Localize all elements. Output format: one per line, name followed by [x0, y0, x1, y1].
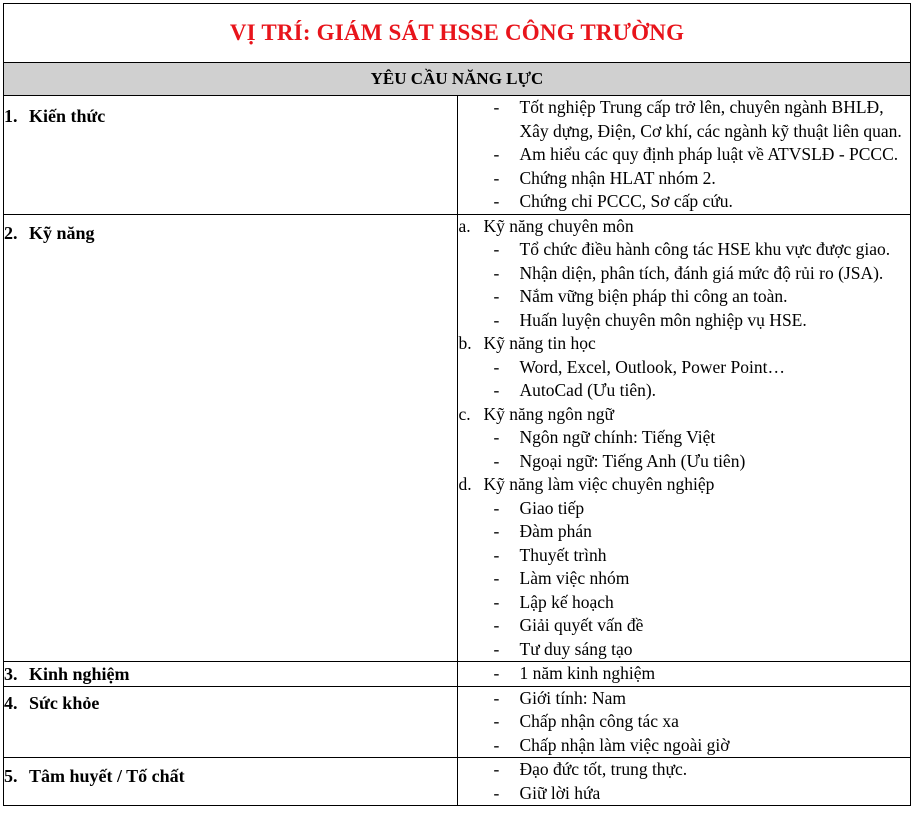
list-item: - Ngoại ngữ: Tiếng Anh (Ưu tiên)	[458, 450, 911, 474]
bullet: -	[493, 356, 500, 377]
row-label: 1. Kiến thức	[4, 106, 106, 126]
bullet: -	[493, 782, 500, 803]
bullet: -	[493, 286, 500, 306]
bullet: -	[493, 380, 500, 400]
section-heading: YÊU CẦU NĂNG LỰC	[370, 69, 544, 88]
row-number: 4.	[4, 692, 18, 713]
row-number: 3.	[4, 663, 18, 684]
list-item: - Làm việc nhóm	[458, 567, 911, 591]
list-item: - Chấp nhận công tác xa	[458, 710, 911, 734]
list-item: - Tư duy sáng tạo	[458, 638, 911, 662]
row-content-cell	[457, 686, 911, 758]
bullet: -	[493, 521, 500, 541]
row-label: 4. Sức khỏe	[4, 692, 100, 713]
list-item: - AutoCad (Ưu tiên).	[458, 379, 911, 403]
list-item: - Giao tiếp	[458, 497, 911, 521]
bullet: -	[493, 638, 500, 659]
row-label: 3. Kinh nghiệm	[4, 663, 130, 684]
list-item: - Đạo đức tốt, trung thực.	[458, 758, 911, 782]
group-heading: d. Kỹ năng làm việc chuyên nghiệp	[458, 473, 911, 497]
row-label-cell	[4, 96, 458, 215]
bullet: -	[493, 663, 500, 683]
row-skills	[4, 214, 911, 662]
list-item: - Giữ lời hứa	[458, 782, 911, 806]
bullet: -	[493, 450, 500, 471]
list-item: - Thuyết trình	[458, 544, 911, 568]
list-item: - Tốt nghiệp Trung cấp trở lên, chuyên ngành BHLĐ, Xây dựng, Điện, Cơ khí, các ngành kỹ thuật liên quan.	[458, 96, 911, 143]
bullet: -	[493, 711, 500, 731]
row-number: 2.	[4, 222, 18, 243]
row-label-cell	[4, 758, 458, 806]
row-content-cell	[457, 214, 911, 662]
list-item: - Giới tính: Nam	[458, 687, 911, 711]
list-item: - Đàm phán	[458, 520, 911, 544]
bullet: -	[493, 591, 500, 612]
group-marker: d.	[458, 474, 472, 494]
list-item: - Am hiểu các quy định pháp luật về ATVSLĐ - PCCC.	[458, 143, 911, 167]
group-heading: b. Kỹ năng tin học	[458, 332, 911, 356]
list-item: - Ngôn ngữ chính: Tiếng Việt	[458, 426, 911, 450]
list-item: - Chấp nhận làm việc ngoài giờ	[458, 734, 911, 758]
list-item: - Chứng nhận HLAT nhóm 2.	[458, 167, 911, 191]
list-item: - 1 năm kinh nghiệm	[458, 662, 911, 686]
row-content-cell	[457, 96, 911, 215]
row-experience	[4, 662, 911, 687]
bullet: -	[493, 687, 500, 708]
group-marker: c.	[458, 403, 471, 424]
row-label-cell	[4, 662, 458, 687]
competency-table	[3, 3, 911, 806]
group-marker: b.	[458, 333, 472, 353]
title-cell	[4, 4, 911, 63]
list-item: - Nắm vững biện pháp thi công an toàn.	[458, 285, 911, 309]
list-item: - Giải quyết vấn đề	[458, 614, 911, 638]
list-item: - Tổ chức điều hành công tác HSE khu vực được giao.	[458, 238, 911, 262]
bullet: -	[493, 144, 500, 164]
row-content-cell	[457, 758, 911, 806]
list-item: - Huấn luyện chuyên môn nghiệp vụ HSE.	[458, 309, 911, 333]
row-health	[4, 686, 911, 758]
bullet: -	[493, 759, 500, 779]
list-item: - Nhận diện, phân tích, đánh giá mức độ rủi ro (JSA).	[458, 262, 911, 286]
row-attitude	[4, 758, 911, 806]
row-label-cell	[4, 686, 458, 758]
bullet: -	[493, 615, 500, 635]
bullet: -	[493, 544, 500, 565]
bullet: -	[493, 427, 500, 447]
bullet: -	[493, 568, 500, 588]
bullet: -	[493, 262, 500, 283]
bullet: -	[493, 734, 500, 755]
list-item: - Chứng chỉ PCCC, Sơ cấp cứu.	[458, 190, 911, 214]
row-label: 2. Kỹ năng	[4, 222, 95, 243]
section-heading-cell	[4, 63, 911, 96]
bullet: -	[493, 191, 500, 211]
bullet: -	[493, 167, 500, 188]
group-marker: a.	[458, 215, 471, 236]
row-label: 5. Tâm huyết / Tố chất	[4, 766, 185, 786]
row-knowledge	[4, 96, 911, 215]
bullet: -	[493, 239, 500, 259]
row-content-cell	[457, 662, 911, 687]
bullet: -	[493, 309, 500, 330]
list-item: - Word, Excel, Outlook, Power Point…	[458, 356, 911, 380]
page-title: VỊ TRÍ: GIÁM SÁT HSSE CÔNG TRƯỜNG	[229, 20, 685, 45]
group-heading: a. Kỹ năng chuyên môn	[458, 215, 911, 239]
list-item: - Lập kế hoạch	[458, 591, 911, 615]
row-label-cell	[4, 214, 458, 662]
bullet: -	[493, 97, 500, 117]
row-number: 1.	[4, 106, 18, 126]
row-number: 5.	[4, 766, 18, 786]
group-heading: c. Kỹ năng ngôn ngữ	[458, 403, 911, 427]
bullet: -	[493, 497, 500, 518]
